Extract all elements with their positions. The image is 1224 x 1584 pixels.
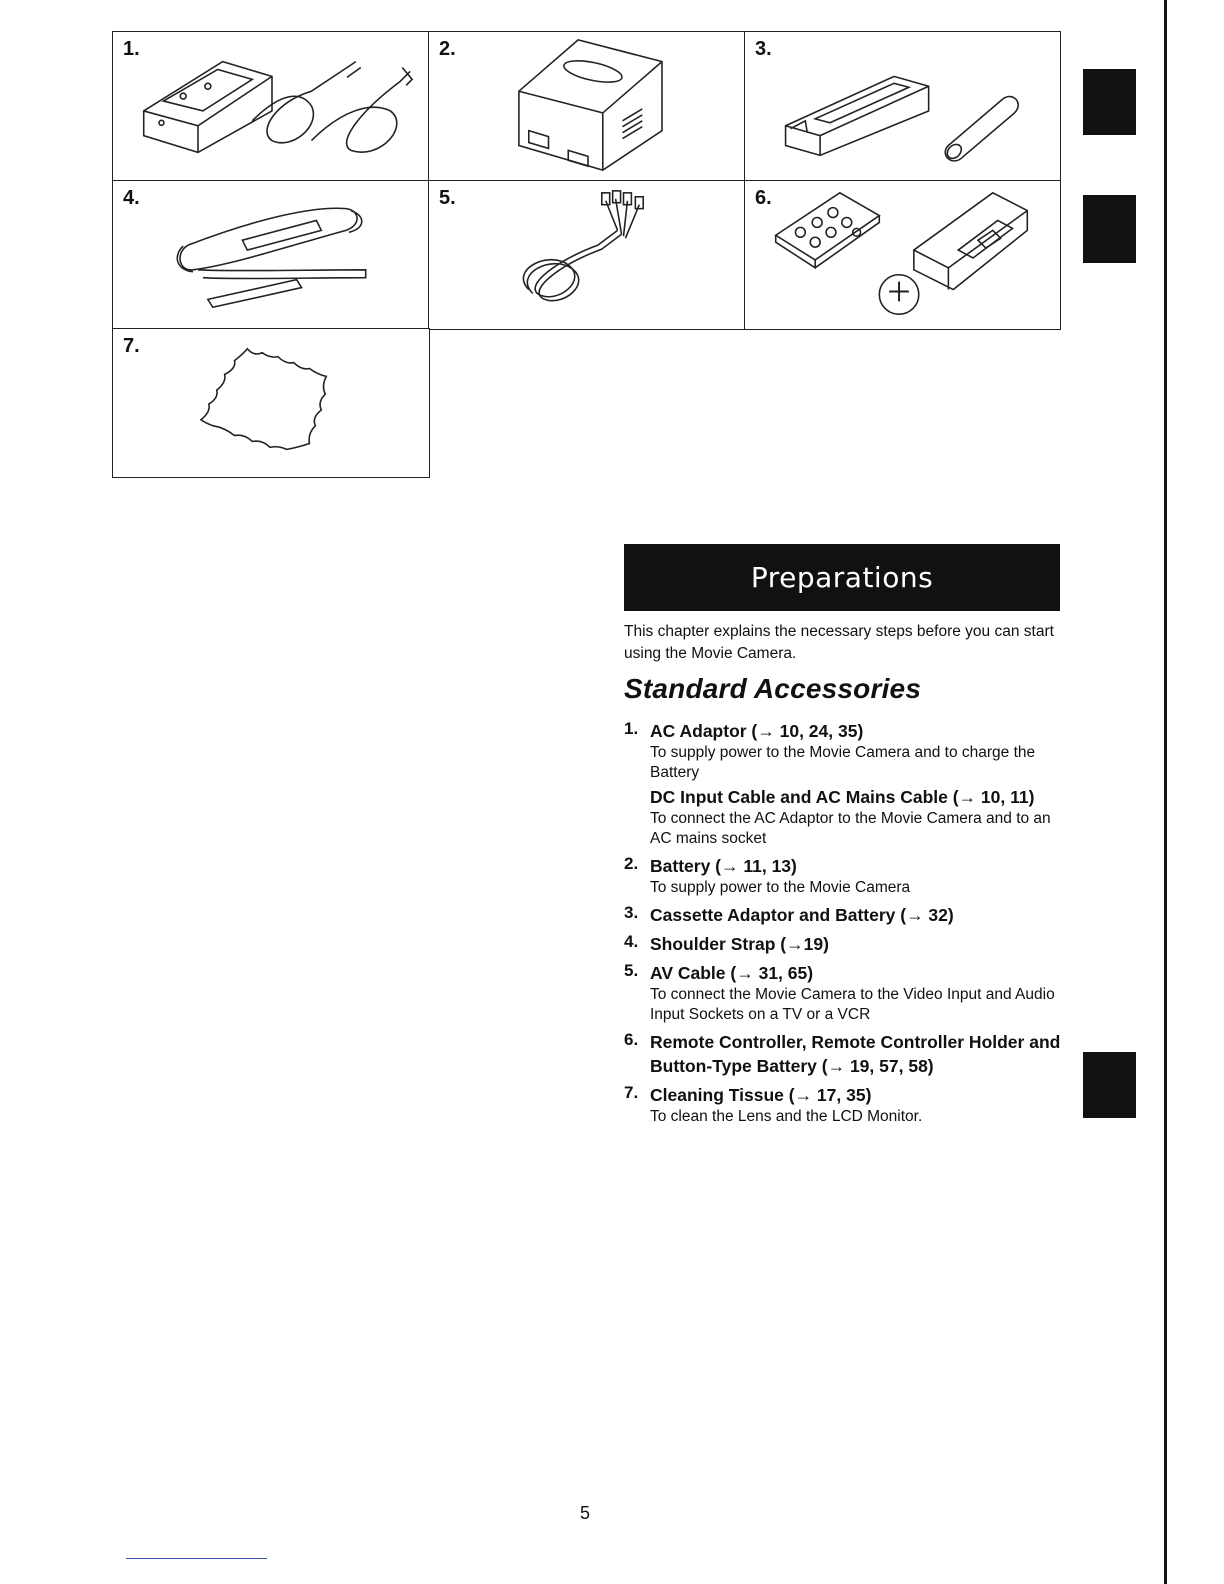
- cell-number: 5.: [439, 187, 456, 209]
- item-number: 3.: [624, 903, 639, 922]
- chapter-tab-marker: [1083, 195, 1136, 263]
- accessory-item-6: [624, 1030, 1064, 1078]
- accessory-cell-3: [744, 31, 1061, 182]
- item-heading: Battery (→ 11, 13): [650, 856, 797, 876]
- item-heading: Cassette Adaptor and Battery (→ 32): [650, 905, 954, 925]
- item-heading: Remote Controller, Remote Controller Holder and Button-Type Battery (→ 19, 57, 58): [650, 1032, 1061, 1076]
- accessories-heading: Standard Accessories: [624, 673, 922, 704]
- cell-number: 7.: [123, 335, 140, 357]
- cell-number: 6.: [755, 187, 772, 209]
- item-number: 5.: [624, 961, 639, 980]
- item-number: 4.: [624, 932, 639, 951]
- item-heading: Cleaning Tissue (→ 17, 35): [650, 1085, 872, 1105]
- accessory-item-5: [624, 961, 1064, 1025]
- accessory-cell-6: [744, 180, 1061, 330]
- cassette-adaptor-icon: [745, 32, 1060, 181]
- accessory-item-2: [624, 854, 1064, 898]
- item-description: To supply power to the Movie Camera and to charge the Battery: [650, 744, 1036, 781]
- accessory-cell-4: [112, 180, 430, 330]
- item-number: 6.: [624, 1030, 639, 1049]
- cell-number: 1.: [123, 38, 140, 60]
- cleaning-tissue-icon: [113, 329, 429, 477]
- item-description: To clean the Lens and the LCD Monitor.: [650, 1108, 923, 1125]
- remote-controller-icon: [745, 181, 1060, 329]
- item-description: To supply power to the Movie Camera: [650, 879, 911, 896]
- accessory-cell-1: [112, 31, 430, 182]
- accessories-list: [624, 719, 1064, 1132]
- item-heading: Shoulder Strap (→19): [650, 934, 829, 954]
- page-edge-rule: [1164, 0, 1167, 1584]
- accessory-item-3: [624, 903, 1064, 927]
- accessory-cell-7: [112, 328, 430, 478]
- footer-rule: [126, 1558, 267, 1559]
- cell-number: 3.: [755, 38, 772, 60]
- chapter-tab-marker: [1083, 69, 1136, 135]
- shoulder-strap-icon: [113, 181, 429, 329]
- item-sub-description: To connect the AC Adaptor to the Movie Camera and to an AC mains socket: [650, 810, 1051, 847]
- ac-adaptor-icon: [113, 32, 429, 181]
- section-title-banner: Preparations: [624, 544, 1060, 611]
- cell-number: 2.: [439, 38, 456, 60]
- cell-number: 4.: [123, 187, 140, 209]
- av-cable-icon: [429, 181, 744, 329]
- chapter-intro: This chapter explains the necessary steps before you can start using the Movie Camera.: [624, 623, 1054, 662]
- accessory-item-4: [624, 932, 1064, 956]
- item-number: 7.: [624, 1083, 639, 1102]
- item-number: 2.: [624, 854, 639, 873]
- battery-icon: [429, 32, 744, 181]
- accessory-cell-5: [428, 180, 745, 330]
- accessory-item-7: [624, 1083, 1064, 1127]
- chapter-tab-marker: [1083, 1052, 1136, 1118]
- accessory-item-1: [624, 719, 1064, 849]
- item-description: To connect the Movie Camera to the Video Input and Audio Input Sockets on a TV or a VCR: [650, 986, 1055, 1023]
- item-heading: AC Adaptor (→ 10, 24, 35): [650, 721, 864, 741]
- item-number: 1.: [624, 719, 639, 738]
- item-subheading: DC Input Cable and AC Mains Cable (→ 10, 11): [650, 787, 1035, 807]
- page-number: 5: [580, 1503, 591, 1523]
- accessory-cell-2: [428, 31, 745, 182]
- item-heading: AV Cable (→ 31, 65): [650, 963, 814, 983]
